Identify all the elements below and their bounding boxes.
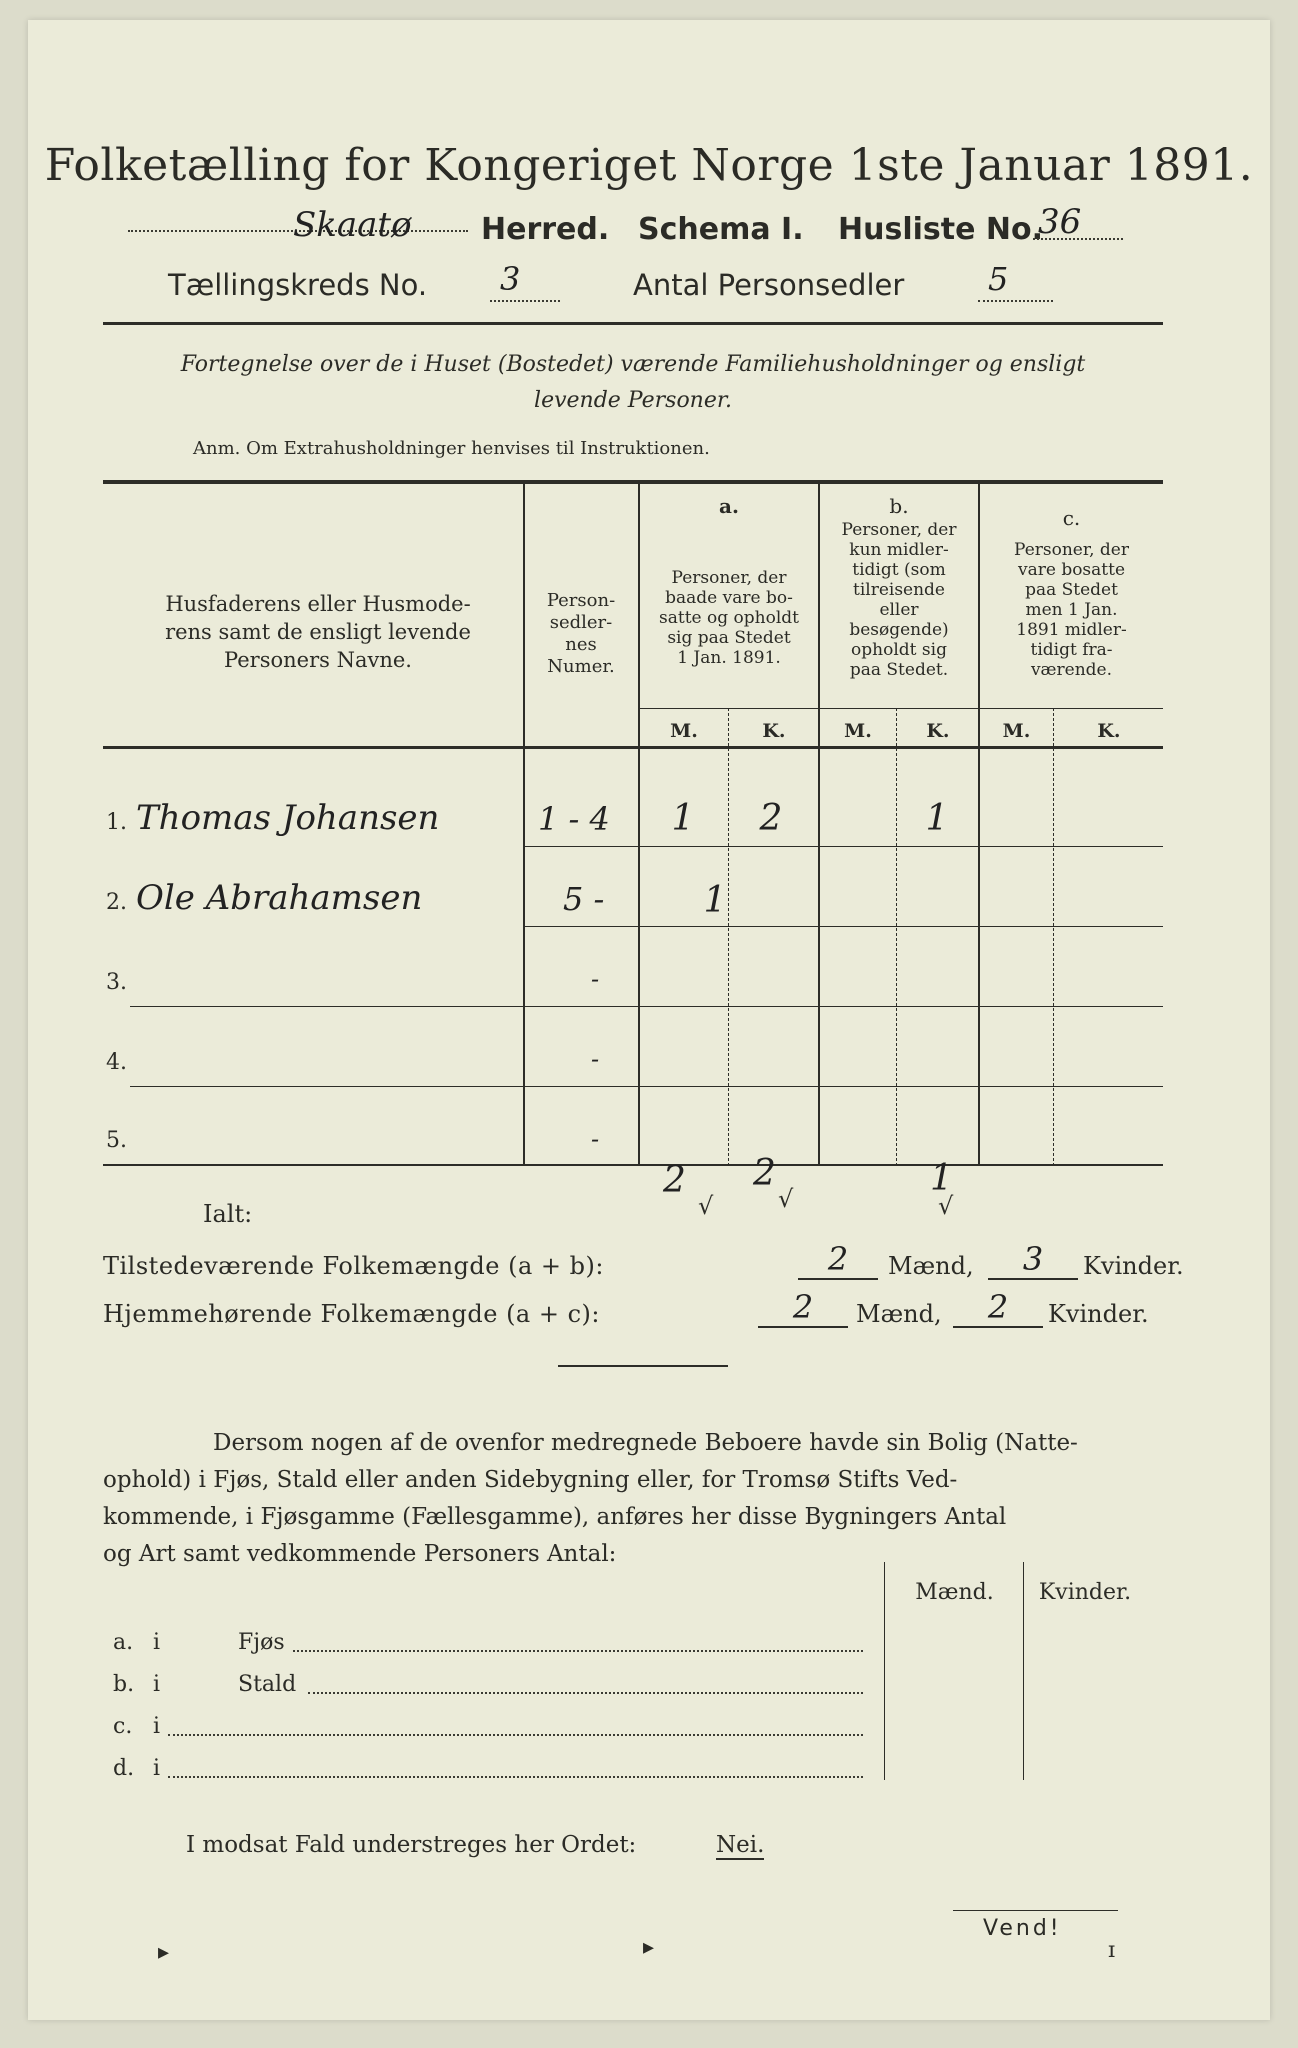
item-i: i [153, 1756, 161, 1781]
antal-label: Antal Personsedler [633, 268, 905, 302]
col-a-header-line: 1 Jan. 1891. [677, 648, 781, 668]
col-b-header-line: Personer, der [841, 520, 957, 540]
item-i: i [153, 1672, 161, 1697]
table-bottom-rule [103, 1164, 1163, 1166]
header-rule [103, 322, 1163, 325]
col-c-header-line: Personer, der [1014, 540, 1129, 560]
col-c-header-line: paa Stedet [1025, 580, 1118, 600]
schema-label: Schema I. [638, 212, 804, 247]
names-header-line: Husfaderens eller Husmode- [165, 592, 471, 616]
row-rule [525, 846, 1163, 847]
item-dotted-line [293, 1650, 863, 1652]
col-c-header-line: men 1 Jan. [1025, 600, 1118, 620]
footer-kvinder-header: Kvinder. [1038, 1580, 1132, 1605]
a-k-label: K. [762, 720, 786, 742]
col-a-letter: a. [719, 494, 739, 518]
footer-col-sep-right [1023, 1562, 1024, 1780]
footer-paragraph [103, 1425, 1163, 1573]
col-a-header-line: satte og opholdt [659, 608, 799, 628]
col-b-header-line: kun midler- [849, 540, 949, 560]
ialt-b-k: 1 [930, 1158, 953, 1199]
row-number: 5. [106, 1128, 127, 1153]
nei-word: Nei. [716, 1832, 765, 1858]
footer-para-line: ophold) i Fjøs, Stald eller anden Sidebygning eller, for Tromsø Stifts Ved- [103, 1467, 958, 1493]
row-numer: - [591, 965, 600, 993]
anm-note: Anm. Om Extrahusholdninger henvises til Instruktionen. [193, 438, 710, 459]
check-mark-icon: √ [698, 1192, 714, 1220]
row-number: 3. [106, 970, 127, 995]
form-title: Folketælling for Kongeriget Norge 1ste Januar 1891. [44, 140, 1254, 191]
tilstede-maend: 2 [798, 1240, 878, 1280]
col-a-header [640, 568, 818, 668]
col-c-header-line: vare bosatte [1017, 560, 1126, 580]
col-c-letter: c. [1062, 506, 1081, 530]
col-b-header-line: tidigt (som [852, 560, 946, 580]
col-a-header-line: sig paa Stedet [667, 628, 791, 648]
c-m-label: M. [1002, 720, 1031, 742]
row-numer: - [591, 1125, 600, 1153]
herred-value: Skaatø [293, 205, 412, 245]
row-b-k: 1 [925, 798, 949, 839]
names-header-line: Personers Navne. [224, 648, 412, 672]
antal-value: 5 [988, 260, 1009, 298]
numer-header-line: Person- [546, 590, 616, 611]
hjemme-label: Hjemmehørende Folkemængde (a + c): [103, 1300, 600, 1328]
col-sep-names [523, 484, 525, 1166]
col-sep-a-mk [728, 708, 730, 1166]
section-divider [558, 1365, 728, 1367]
col-a-header-line: baade vare bo- [665, 588, 793, 608]
row-name: Thomas Johansen [136, 798, 440, 838]
col-b-header-line: besøgende) [849, 620, 949, 640]
row-numer: - [591, 1045, 600, 1073]
names-header [118, 590, 518, 674]
row-rule [130, 1086, 1163, 1087]
col-sep-c-mk [1053, 708, 1055, 1166]
row-numer: 1 - 4 [538, 800, 610, 838]
numer-header-line: sedler- [549, 612, 613, 633]
item-i: i [153, 1714, 161, 1739]
vend-label: Vend! [983, 1916, 1062, 1941]
kreds-value: 3 [500, 260, 521, 298]
table-top-rule [103, 480, 1163, 484]
husliste-label: Husliste No. [838, 212, 1043, 247]
kreds-field-line [490, 300, 560, 302]
row-number: 4. [106, 1050, 127, 1075]
col-b-header-line: opholdt sig [851, 640, 947, 660]
item-letter: a. [113, 1630, 134, 1655]
b-k-label: K. [926, 720, 950, 742]
footer-para-line: Dersom nogen af de ovenfor medregnede Beboere havde sin Bolig (Natte- [213, 1430, 1078, 1456]
footer-para-line: og Art samt vedkommende Personers Antal: [103, 1541, 617, 1567]
hjemme-maend: 2 [758, 1288, 848, 1328]
maend-word: Mænd, [856, 1300, 942, 1328]
numer-header [525, 590, 637, 678]
item-i: i [153, 1630, 161, 1655]
mk-header-rule [638, 708, 1163, 709]
maend-word: Mænd, [888, 1252, 974, 1280]
modsat-text: I modsat Fald understreges her Ordet: [186, 1832, 637, 1858]
footer-maend-header: Mænd. [915, 1580, 994, 1605]
col-c-header-line: værende. [1030, 660, 1113, 680]
tilstede-label: Tilstedeværende Folkemængde (a + b): [103, 1252, 604, 1280]
ialt-label: Ialt: [203, 1200, 253, 1228]
col-b-header-line: tilreisende [852, 580, 945, 600]
item-label: Stald [238, 1672, 297, 1697]
item-letter: c. [113, 1714, 133, 1739]
ialt-a-k: 2 [753, 1153, 776, 1194]
tilstede-kvinder: 3 [988, 1240, 1078, 1280]
numer-header-line: Numer. [547, 656, 615, 677]
c-k-label: K. [1097, 720, 1121, 742]
intro-line2: levende Personer. [534, 388, 732, 413]
footer-para-line: kommende, i Fjøsgamme (Fællesgamme), anføres her disse Bygningers Antal [103, 1504, 1007, 1530]
item-label: Fjøs [238, 1630, 285, 1655]
a-m-label: M. [670, 720, 698, 742]
row-a-m: 1 [703, 880, 727, 921]
vend-rule [953, 1910, 1118, 1911]
item-dotted-line [168, 1734, 863, 1736]
binding-mark-icon: ▸ [643, 1935, 655, 1960]
col-b-header-line: eller [879, 600, 919, 620]
col-b-header [820, 520, 978, 680]
col-c-header [980, 540, 1163, 680]
binding-mark-icon: ɪ [1108, 1938, 1116, 1963]
item-letter: b. [113, 1672, 135, 1697]
census-form-page [28, 20, 1270, 2020]
col-b-header-line: paa Stedet. [849, 660, 949, 680]
kvinder-word: Kvinder. [1048, 1300, 1149, 1328]
herred-label: Herred. [481, 212, 610, 247]
kvinder-word: Kvinder. [1083, 1252, 1184, 1280]
ialt-a-m: 2 [663, 1160, 686, 1201]
binding-mark-icon: ▸ [158, 1940, 170, 1965]
intro-line1: Fortegnelse over de i Huset (Bostedet) værende Familiehusholdninger og ensligt [180, 352, 1086, 377]
kreds-label: Tællingskreds No. [168, 268, 428, 302]
names-header-line: rens samt de ensligt levende [165, 620, 471, 644]
check-mark-icon: √ [778, 1185, 794, 1213]
col-c-header-line: tidigt fra- [1030, 640, 1113, 660]
row-a-m: 1 [671, 798, 695, 839]
col-c-header-line: 1891 midler- [1016, 620, 1127, 640]
item-dotted-line [168, 1776, 863, 1778]
row-number: 2. [106, 890, 127, 915]
hjemme-kvinder: 2 [953, 1288, 1043, 1328]
husliste-field-line [1033, 238, 1123, 240]
b-m-label: M. [844, 720, 872, 742]
husliste-value: 36 [1038, 202, 1082, 242]
row-a-k: 2 [759, 798, 783, 839]
item-letter: d. [113, 1756, 135, 1781]
row-rule [525, 926, 1163, 927]
col-a-header-line: Personer, der [671, 568, 787, 588]
check-mark-icon: √ [938, 1192, 954, 1220]
table-header-rule [103, 746, 1163, 749]
footer-col-sep-left [884, 1562, 885, 1780]
col-sep-b-mk [896, 708, 898, 1166]
row-rule [130, 1006, 1163, 1007]
row-numer: 5 - [563, 880, 605, 918]
col-b-letter: b. [889, 494, 909, 518]
row-name: Ole Abrahamsen [136, 878, 423, 918]
item-dotted-line [308, 1692, 863, 1694]
row-number: 1. [106, 810, 127, 835]
numer-header-line: nes [565, 634, 597, 655]
antal-field-line [978, 300, 1053, 302]
